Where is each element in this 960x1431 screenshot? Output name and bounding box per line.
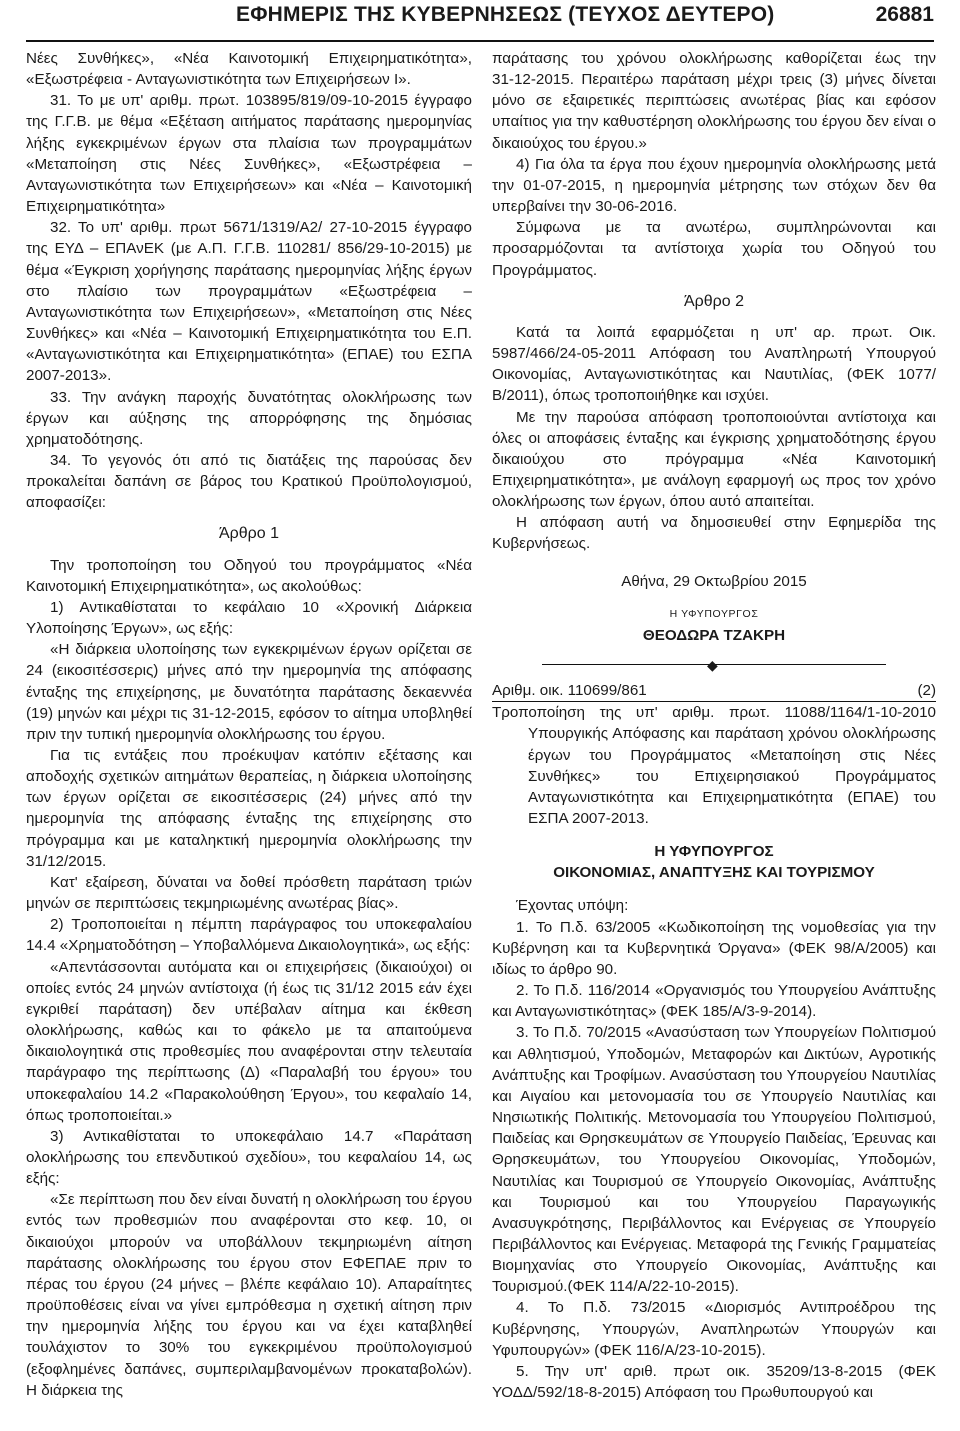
decision-number-row (492, 680, 936, 702)
paragraph: Για τις εντάξεις που προέκυψαν κατόπιν εξέτασης και αποδοχής σχετικών αιτημάτων θεραπείας, η διάρκεια υλοποίησης των έργων ορίζεται σε εικοσιτέσσερις (24) μήνες από την ημερομηνία της απόφασης ένταξης της επιχείρησης στο πρόγραμμα και με καταληκτική ημερομηνία ολοκλήρωσης την 31/12/2015. (26, 747, 472, 870)
authority-line-2: ΟΙΚΟΝΟΜΙΑΣ, ΑΝΑΠΤΥΞΗΣ ΚΑΙ ΤΟΥΡΙΣΜΟΥ (553, 864, 875, 882)
citation: 5. Την υπ' αριθ. πρωτ οικ. 35209/13‑8‑2015 (ΦΕΚ ΥΟΔΔ/592/18‑8‑2015) Απόφαση του Πρωθυπουργού και (492, 1362, 936, 1402)
paragraph: «Σε περίπτωση που δεν είναι δυνατή η ολοκλήρωση του έργου εντός των προθεσμιών που αναφέρονται στο κεφ. 10, οι δικαιούχοι μπορούν να υποβάλλουν τεκμηριωμένη αίτηση παράτασης ολοκλήρωσης του έργου στον ΕΦΕΠΑΕ πριν το πέρας του έργου (24 μήνες – βλέπε κεφάλαιο 10). Απαραίτητες προϋποθέσεις είναι να γίνει εμπρόθεσμα η σχετική αίτηση πριν την ημερομηνία λήξης του έργου και να έχει καταβληθεί τουλάχιστον το 30% του εγκεκριμένου προϋπολογισμού (εξοφλημένες δαπάνες, συμπεριλαμβανομένων προκαταβολών). Η διάρκεια της (26, 1191, 472, 1399)
diamond-icon: ◆ (707, 657, 718, 674)
signatory-name: ΘΕΟΔΩΡΑ ΤΖΑΚΡΗ (642, 626, 786, 644)
section-divider (492, 656, 936, 674)
having-regard-label: Έχοντας υπόψη: (516, 897, 629, 915)
article-2-heading: Άρθρο 2 (683, 292, 745, 310)
right-column (492, 48, 936, 1403)
page-number: 26881 (875, 3, 934, 26)
gazette-title: ΕΦΗΜΕΡΙΣ ΤΗΣ ΚΥΒΕΡΝΗΣΕΩΣ (ΤΕΥΧΟΣ ΔΕΥΤΕΡΟ) (236, 3, 775, 26)
signing-date: Αθήνα, 29 Οκτωβρίου 2015 (621, 572, 807, 590)
citation: 3. Το Π.δ. 70/2015 «Ανασύσταση των Υπουργείων Πολιτισμού και Αθλητισμού, Υποδομών, Μεταφορών και Δικτύων, Αγροτικής Ανάπτυξης και Τροφίμων. Ανασύσταση του Υπουργείου Ναυτιλίας και Αιγαίου και μετονομασία του σε Υπουργείο Ναυτιλίας και Νησιωτικής Πολιτικής. Μετονομασία του Υπουργείου Πολιτισμού, Παιδείας και Θρησκευμάτων σε Υπουργείο Παιδείας, Έρευνας και Θρησκευμάτων, του Υπουργείου Οικονομίας, Υποδομών, Ναυτιλίας και Τουρισμού σε Υπουργείο Οικονομίας, Ανάπτυξης και Τουρισμού και του Υπουργείου Παραγωγικής Ανασυγκρότησης, Περιβάλλοντος και Ενέργειας σε Υπουργείο Περιβάλλοντος και Ενέργειας. Μεταφορά της Γενικής Γραμματείας Βιομηχανίας στο Υπουργείο Οικονομίας, Ανάπτυξης και Τουρισμού.(ΦΕΚ 114/Α/22‑10‑2015). (492, 1024, 936, 1296)
decision-description: Τροποποίηση της υπ' αριθμ. πρωτ. 11088/1164/1‑10‑2010 Υπουργικής Απόφασης και παράταση χρόνου ολοκλήρωσης έργων του Προγράμματος «Μεταποίηση στις Νέες Συνθήκες» του Επιχειρησιακού Προγράμματος Ανταγωνιστικότητα και Επιχειρηματικότητα (ΕΠΑΕ) του ΕΣΠΑ 2007‑2013. (492, 704, 936, 827)
paragraph: Νέες Συνθήκες», «Νέα Καινοτομική Επιχειρηματικότητα», «Εξωστρέφεια ‑ Ανταγωνιστικότητα των Επιχειρήσεων Ι». (26, 50, 472, 89)
paragraph: «Απεντάσσονται αυτόματα και οι επιχειρήσεις (δικαιούχοι) οι οποίες εντός 24 μηνών αντίστοιχα (ή έως τις 31/12 2015 εάν έχει εγκριθεί παράταση) δεν υπέβαλαν αίτημα και έκθεση ολοκλήρωσης, καθώς και το φάκελο με τα απαιτούμενα δικαιολογητικά στις προθεσμίες που αναφέρονται στην τελευταία παράγραφο της περίπτωσης (Δ) «Παραλαβή του έργου» του υποκεφαλαίου 14.2 «Παρακολούθηση Έργου», του κεφαλαίο 14, όπως τροποποιείται.» (26, 958, 472, 1124)
decision-number: Αριθμ. οικ. 110699/861 (492, 682, 647, 700)
paragraph: 33. Την ανάγκη παροχής δυνατότητας ολοκλήρωσης των έργων και αύξησης της απορρόφησης της δημόσιας χρηματοδότησης. (26, 388, 472, 448)
paragraph: 4) Για όλα τα έργα που έχουν ημερομηνία ολοκλήρωσης μετά την 01‑07‑2015, η ημερομηνία μέτρησης των στόχων δεν θα υπερβαίνει την 30‑06‑2016. (492, 155, 936, 216)
citation: 4. Το Π.δ. 73/2015 «Διορισμός Αντιπροέδρου της Κυβέρνησης, Υπουργών, Αναπληρωτών Υπουργών και Υφυπουργών» (ΦΕΚ 116/Α/23‑10‑2015). (492, 1299, 936, 1359)
paragraph: 3) Αντικαθίσταται το υποκεφάλαιο 14.7 «Παράταση ολοκλήρωσης του επενδυτικού σχεδίου», του κεφαλαίου 14, ως εξής: (26, 1127, 472, 1188)
citation: 1. Το Π.δ. 63/2005 «Κωδικοποίηση της νομοθεσίας για την Κυβέρνηση και τα Κυβερνητικά Όργανα» (ΦΕΚ 98/Α/2005) και ιδίως το άρθρο 90. (492, 918, 936, 978)
left-column (26, 48, 472, 1401)
paragraph: 1) Αντικαθίσταται το κεφάλαιο 10 «Χρονική Διάρκεια Υλοποίησης Έργων», ως εξής: (26, 598, 472, 638)
paragraph: 31. Το με υπ' αριθμ. πρωτ. 103895/819/09‑10‑2015 έγγραφο της Γ.Γ.Β. με θέμα «Εξέταση αιτήματος παράτασης ημερομηνίας λήξης εγκεκριμένων έργων στα πλαίσια των προγραμμάτων «Μεταποίηση στις Νέες Συνθήκες», «Εξωστρέφεια – Ανταγωνιστικότητα των Επιχειρήσεων» και «Νέα – Καινοτομική Επιχειρηματικότητα» (26, 92, 472, 216)
paragraph: παράτασης του χρόνου ολοκλήρωσης καθορίζεται έως την 31‑12‑2015. Περαιτέρω παράταση μέχρι τρεις (3) μήνες δίνεται μόνο σε εξαιρετικές περιπτώσεις ανωτέρας βίας και εφόσον υπαίτιος για την καθυστέρηση ολοκλήρωσης του έργου δεν είναι ο δικαιούχος του έργου.» (492, 50, 936, 152)
paragraph: Κατ' εξαίρεση, δύναται να δοθεί πρόσθετη παράταση τριών μηνών σε περιπτώσεις τεκμηριωμένης ανωτέρας βίας». (26, 873, 472, 913)
paragraph: «Η διάρκεια υλοποίησης των εγκεκριμένων έργων ορίζεται σε 24 (εικοσιτέσσερις) μήνες από την ημερομηνία της απόφασης ένταξης της επιχείρησης, με δυνατότητα παράτασης δεκαεννέα (19) μηνών και μέχρι τις 31‑12‑2015, εφόσον το αίτημα υποβληθεί πριν την τυπική ημερομηνία ολοκλήρωσης του έργου. (26, 641, 472, 743)
paragraph: Η απόφαση αυτή να δημοσιευθεί στην Εφημερίδα της Κυβερνήσεως. (492, 514, 936, 553)
paragraph: Την τροποποίηση του Οδηγού του προγράμματος «Νέα Καινοτομική Επιχειρηματικότητα», ως ακολούθως: (26, 556, 472, 595)
citation: 2. Το Π.δ. 116/2014 «Οργανισμός του Υπουργείου Ανάπτυξης και Ανταγωνιστικότητας» (ΦΕΚ 185/Α/3‑9‑2014). (492, 982, 936, 1021)
paragraph: Σύμφωνα με τα ανωτέρω, συμπληρώνονται και προσαρμόζονται τα αντίστοιχα χωρία του Οδηγού του Προγράμματος. (492, 219, 936, 279)
paragraph: Κατά τα λοιπά εφαρμόζεται η υπ' αρ. πρωτ. Οικ. 5987/466/24‑05‑2011 Απόφαση του Αναπληρωτή Υπουργού Οικονομίας, Ανταγωνιστικότητας και Ναυτιλίας, (ΦΕΚ 1077/Β/2011), όπως τροποποιήθηκε και ισχύει. (492, 323, 936, 405)
signatory-title: Η ΥΦΥΠΟΥΡΓΟΣ (669, 607, 759, 620)
paragraph: 32. Το υπ' αριθμ. πρωτ 5671/1319/Α2/ 27‑10‑2015 έγγραφο της ΕΥΔ – ΕΠΑνΕΚ (με Α.Π. Γ.Γ.Β. 110281/ 856/29‑10‑2015) με θέμα «Έγκριση χορήγησης παράτασης ημερομηνίας λήξης έργων στο πλαίσιο των προγραμμάτων «Εξωστρέφεια – Ανταγωνιστικότητα των Επιχειρήσεων», «Μεταποίηση στις Νέες Συνθήκες» και «Νέα – Καινοτομική Επιχειρηματικότητα του Ε.Π. «Ανταγωνιστικότητα και Επιχειρηματικότητα» (ΕΠΑΕ) του ΕΣΠΑ 2007‑2013». (26, 219, 472, 385)
page-header (26, 0, 934, 42)
paragraph: 2) Τροποποιείται η πέμπτη παράγραφος του υποκεφαλαίου 14.4 «Χρηματοδότηση – Υποβαλλόμενα Δικαιολογητικά», ως εξής: (26, 916, 472, 955)
paragraph: Με την παρούσα απόφαση τροποποιούνται αντίστοιχα και όλες οι αποφάσεις ένταξης και έγκρισης χρηματοδότησης έργου δικαιούχου στο πρόγραμμα «Νέα Καινοτομική Επιχειρηματικότητα», με ανάλογη εφαρμογή ως προς τον χρόνο ολοκλήρωσης των έργων, όπου αυτό απαιτείται. (492, 408, 936, 511)
decision-sequence: (2) (917, 682, 936, 700)
paragraph: 34. Το γεγονός ότι από τις διατάξεις της παρούσας δεν προκαλείται δαπάνη σε βάρος του Κρατικού Προϋπολογισμού, αποφασίζει: (26, 451, 472, 512)
authority-line-1: Η ΥΦΥΠΟΥΡΓΟΣ (654, 843, 774, 861)
article-1-heading: Άρθρο 1 (218, 525, 280, 543)
